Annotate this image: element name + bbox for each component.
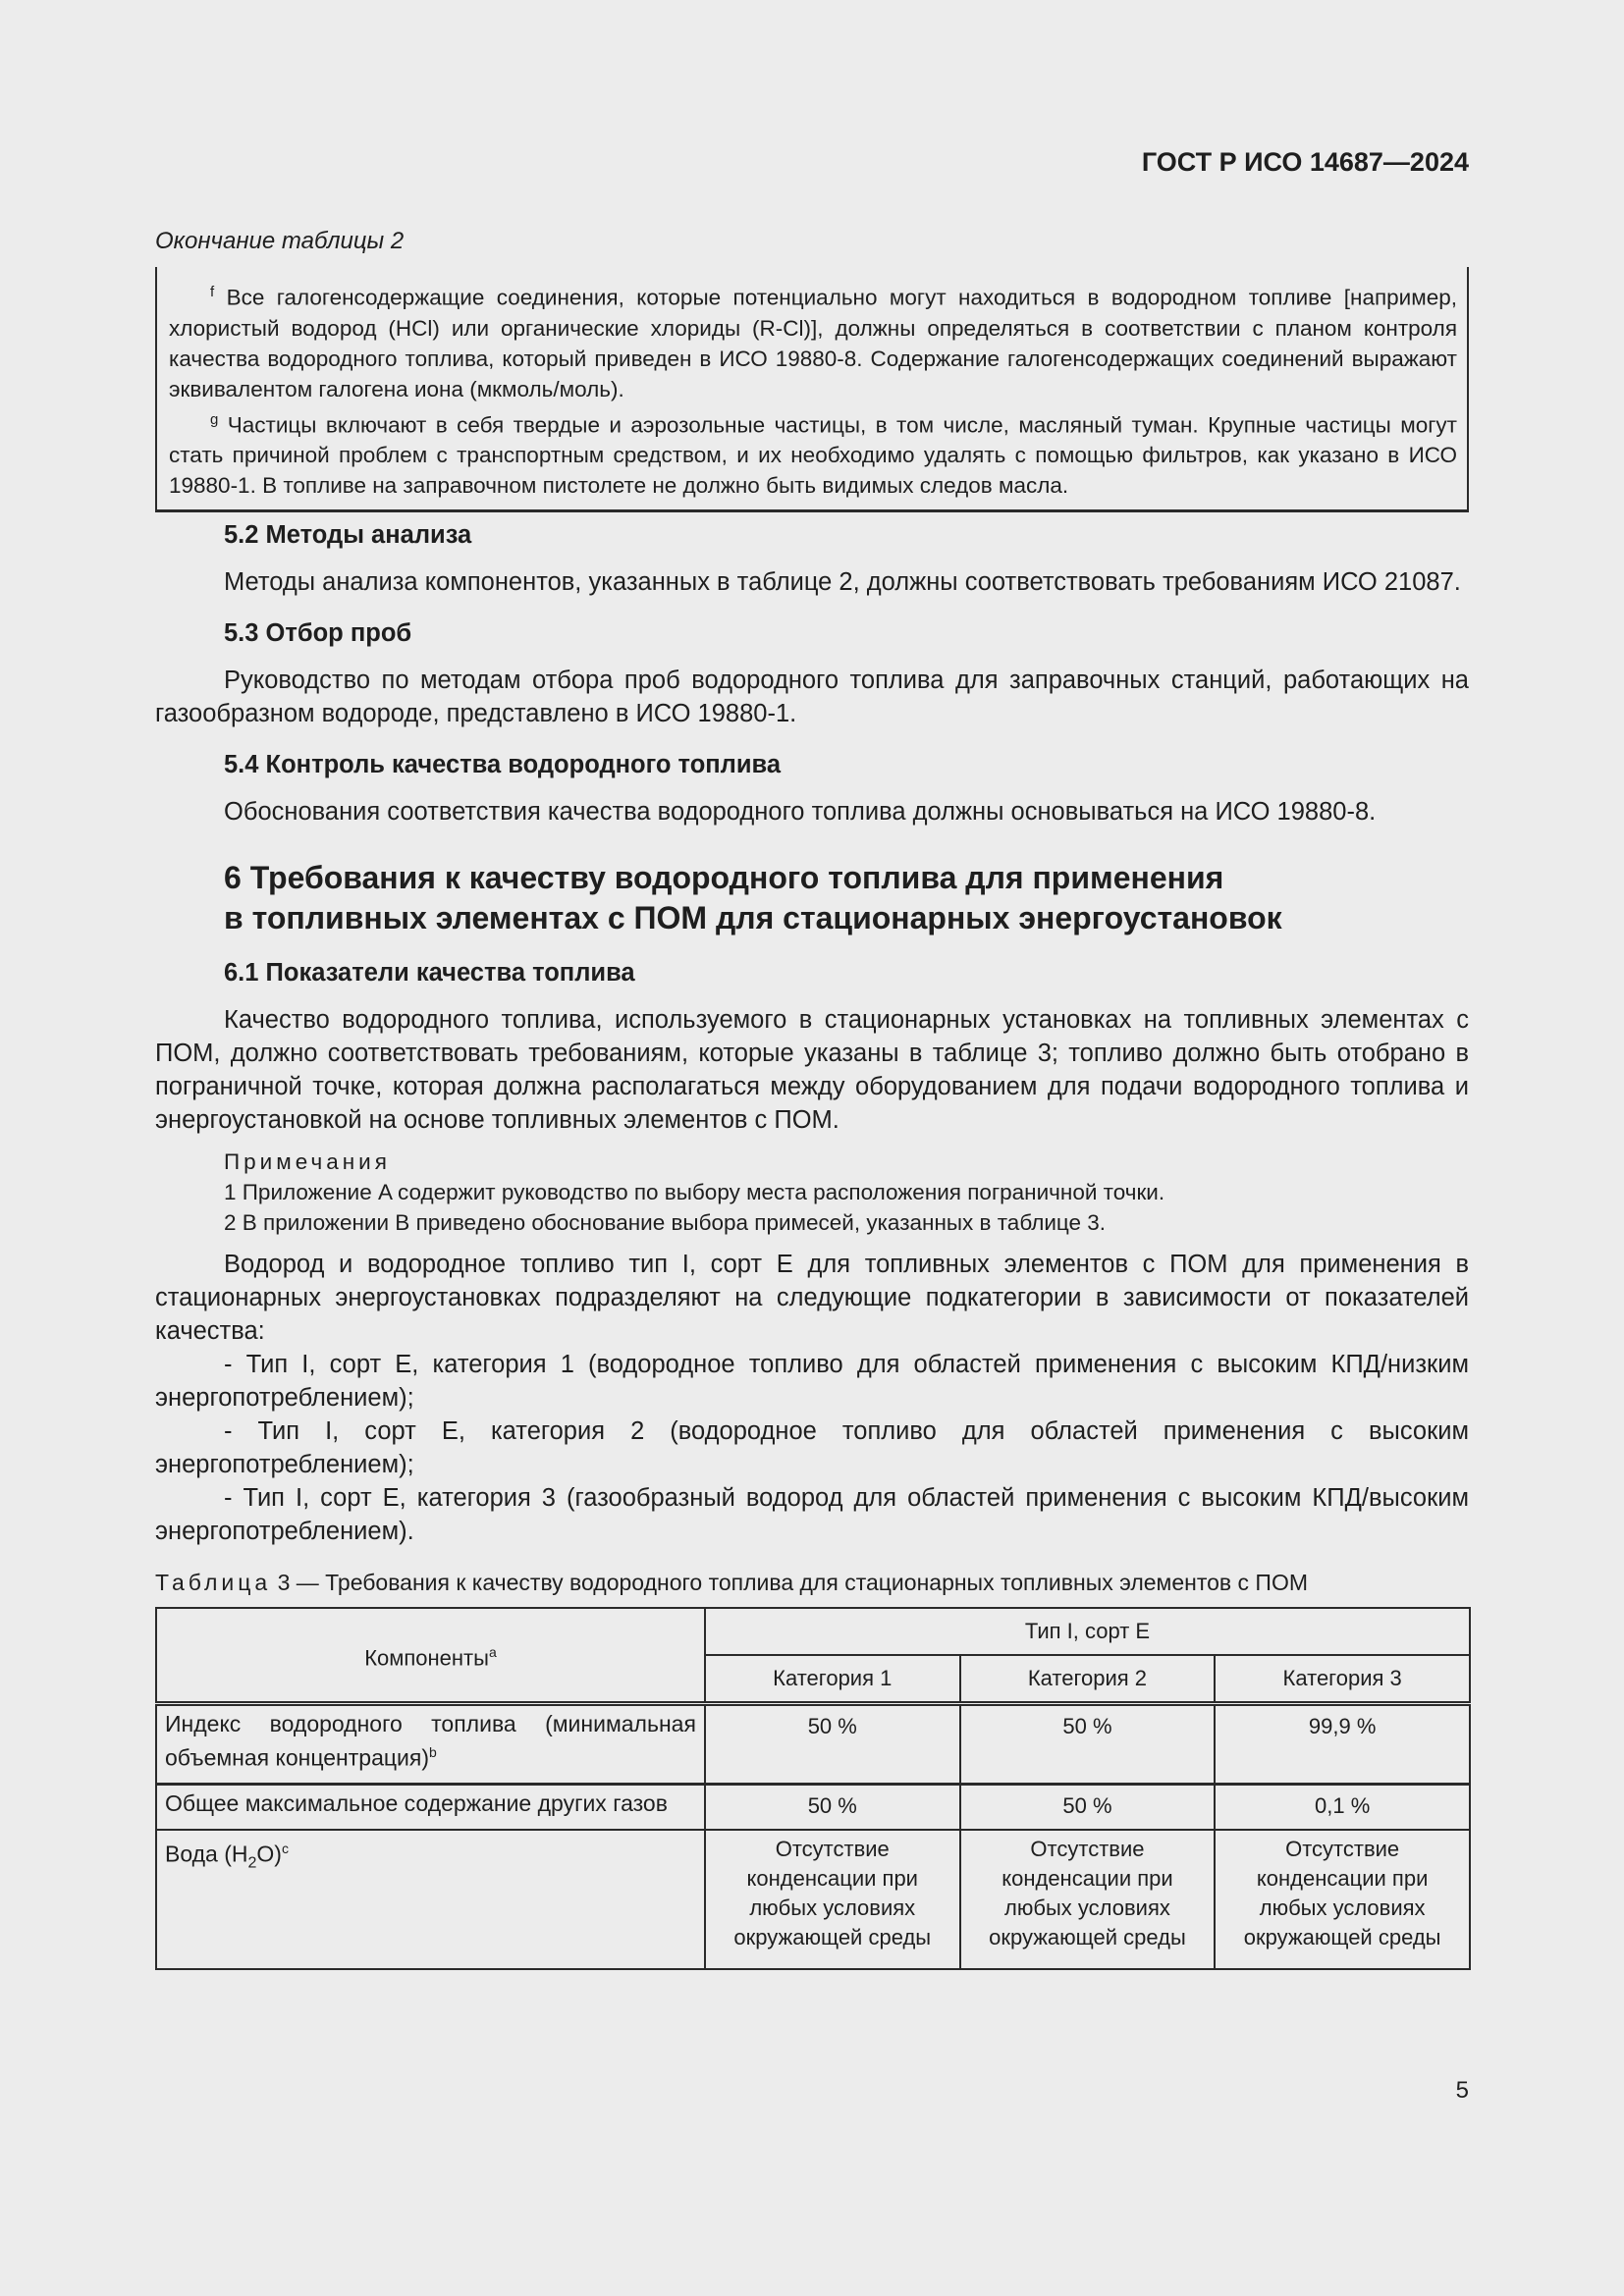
table3 [155,1607,1471,1970]
row-water-cat2: Отсутствие конденсации при любых условиях окружающей среды [960,1830,1216,1969]
section-6-title-line2: в топливных элементах с ПОМ для стационарных энергоустановок [224,900,1282,935]
standard-designation: ГОСТ Р ИСО 14687—2024 [1141,147,1469,177]
list-item: - Тип I, сорт E, категория 3 (газообразный водород для областей применения с высоким КПД/высоким энергопотреблением). [155,1484,1469,1545]
table3-caption: Таблица 3 — Требования к качеству водородного топлива для стационарных топливных элементов с ПОМ [155,1570,1309,1595]
page-number: 5 [1455,2077,1469,2104]
header-type: Тип I, сорт E [705,1608,1470,1655]
section-6-1-title: 6.1 Показатели качества топлива [224,959,635,987]
notes-title: Примечания [224,1149,391,1174]
header-cat2: Категория 2 [960,1655,1216,1704]
row-fuel-index-cat1: 50 % [705,1704,960,1785]
section-5-2-text: Методы анализа компонентов, указанных в таблице 2, должны соответствовать требованиям ИСО 21087. [224,568,1461,596]
section-5-4-title: 5.4 Контроль качества водородного топлива [224,751,782,778]
section-6-title-line1: 6 Требования к качеству водородного топлива для применения [224,860,1224,895]
section-6-1-text: Качество водородного топлива, используемого в стационарных установках на топливных элементах с ПОМ, должно соответствовать требованиям, которые указаны в таблице 3; топливо должно быть отобрано в пограничной точке, которая должна располагаться между оборудованием для подачи водородного топлива и энергоустановкой на основе топливных элементов с ПОМ. [155,1006,1469,1134]
table2-footnotes [155,267,1469,512]
header-cat3: Категория 3 [1215,1655,1470,1704]
header-cat1: Категория 1 [705,1655,960,1704]
list-item: - Тип I, сорт E, категория 2 (водородное топливо для областей применения с высоким энергопотреблением); [155,1417,1469,1478]
section-5-2-title: 5.2 Методы анализа [224,521,472,549]
footnote-g: $^g$ Частицы включают в себя твердые и аэрозольные частицы, в том числе, масляный туман. Крупные частицы могут стать причиной проблем с транспортным средством, и их необходимо удалять с помощью фильтров, как указано в ИСО 19880-1. В топливе на заправочном пистолете не должно быть видимых следов масла. [169,410,1457,498]
row-other-gases-cat1: 50 % [705,1785,960,1831]
row-fuel-index-name: Индекс водородного топлива (минимальная объемная концентрация)$^b$ [156,1704,705,1785]
list-item: - Тип I, сорт E, категория 1 (водородное топливо для областей применения с высоким КПД/низким энергопотреблением); [155,1351,1469,1412]
notes-block [155,1147,1469,1238]
subcategories-intro: Водород и водородное топливо тип I, сорт E для топливных элементов с ПОМ для применения в стационарных энергоустановках подразделяют на следующие подкатегории в зависимости от показателей качества: [155,1251,1469,1345]
note-2: 2 В приложении B приведено обоснование выбора примесей, указанных в таблице 3. [224,1210,1107,1235]
section-5-3-title: 5.3 Отбор проб [224,619,412,647]
row-water-name: Вода $(H_2O)^c$ [156,1830,705,1969]
row-other-gases-name: Общее максимальное содержание других газов [156,1785,705,1831]
footnote-f: $^f$ Все галогенсодержащие соединения, которые потенциально могут находиться в водородном топливе [например, хлористый водород (HCl) или органические хлориды (R-Cl)], должны определяться в соответствии с планом контроля качества водородного топлива, который приведен в ИСО 19880-8. Содержание галогенсодержащих соединений выражают эквивалентом галогена иона (мкмоль/моль). [169,284,1457,401]
section-5-4-text: Обоснования соответствия качества водородного топлива должны основываться на ИСО 19880-8. [224,798,1377,826]
row-water-cat1: Отсутствие конденсации при любых условиях окружающей среды [705,1830,960,1969]
row-other-gases-cat2: 50 % [960,1785,1216,1831]
note-1: 1 Приложение A содержит руководство по выбору места расположения пограничной точки. [224,1180,1165,1204]
header-components: Компоненты$^a$ [156,1608,705,1704]
row-other-gases-cat3: 0,1 % [1215,1785,1470,1831]
row-fuel-index-cat2: 50 % [960,1704,1216,1785]
row-water-cat3: Отсутствие конденсации при любых условиях окружающей среды [1215,1830,1470,1969]
table-continuation-label: Окончание таблицы 2 [155,228,405,254]
section-5-3-text: Руководство по методам отбора проб водородного топлива для заправочных станций, работающих на газообразном водороде, представлено в ИСО 19880-1. [155,667,1469,727]
row-fuel-index-cat3: 99,9 % [1215,1704,1470,1785]
main-content [155,518,1469,1970]
